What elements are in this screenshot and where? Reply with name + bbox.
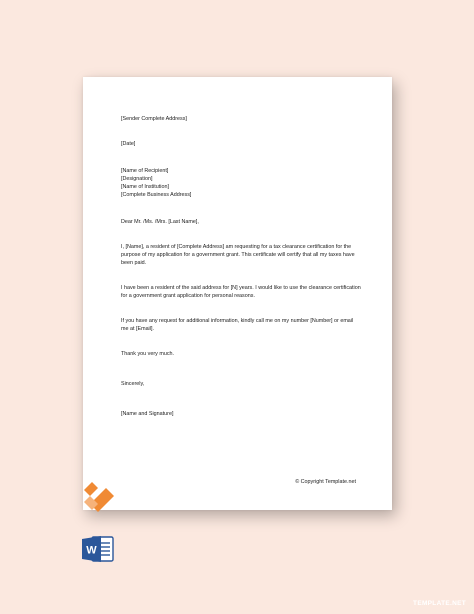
template-net-logo-icon bbox=[84, 482, 114, 512]
svg-text:W: W bbox=[86, 544, 97, 557]
recipient-name: [Name of Recipient] bbox=[121, 168, 169, 174]
letter-page bbox=[83, 77, 392, 510]
thanks-line: Thank you very much. bbox=[121, 351, 175, 357]
sender-address: [Sender Complete Address] bbox=[121, 116, 187, 122]
closing: Sincerely, bbox=[121, 381, 145, 387]
recipient-address: [Complete Business Address] bbox=[121, 192, 192, 198]
copyright-text: © Copyright Template.net bbox=[295, 479, 356, 485]
paragraph-1 bbox=[121, 243, 361, 267]
paragraph-line: If you have any request for additional information, kindly call me on my number [Number] or email bbox=[121, 318, 354, 324]
recipient-institution: [Name of Institution] bbox=[121, 184, 169, 190]
letter-body bbox=[121, 115, 361, 418]
paragraph-line: I have been a resident of the said address for [N] years. I would like to use the clearance certification bbox=[121, 285, 361, 291]
ms-word-icon bbox=[82, 535, 114, 563]
paragraph-line: been paid. bbox=[121, 260, 147, 266]
paragraph-line: for a government grant application for personal reasons. bbox=[121, 293, 255, 299]
paragraph-line: I, [Name], a resident of [Complete Address] am requesting for a tax clearance certification for the bbox=[121, 244, 352, 250]
paragraph-2 bbox=[121, 284, 361, 300]
recipient-block bbox=[121, 167, 361, 199]
recipient-designation: [Designation] bbox=[121, 176, 153, 182]
salutation: Dear Mr. /Ms. /Mrs. [Last Name], bbox=[121, 219, 199, 225]
signature-line: [Name and Signature] bbox=[121, 411, 174, 417]
paragraph-line: purpose of my application for a government grant. This certificate will certify that all my taxes have bbox=[121, 252, 355, 258]
paragraph-line: me at [Email]. bbox=[121, 326, 154, 332]
template-net-watermark: TEMPLATE.NET bbox=[413, 600, 466, 607]
paragraph-3 bbox=[121, 317, 361, 333]
letter-date: [Date] bbox=[121, 141, 136, 147]
